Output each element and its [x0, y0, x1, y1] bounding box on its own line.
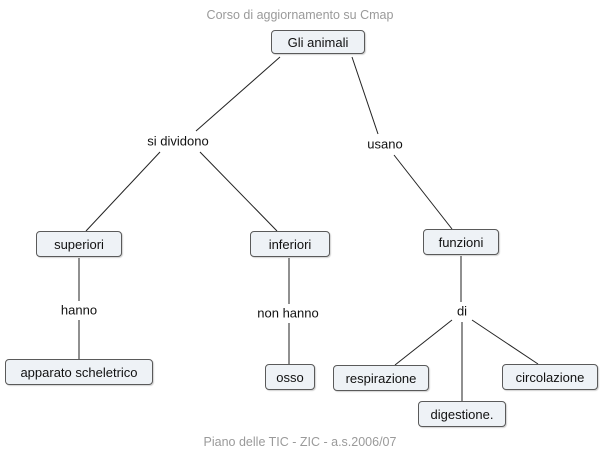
edge-usano-funzioni	[394, 155, 452, 229]
node-funzioni[interactable]: funzioni	[423, 229, 499, 255]
edge-si-dividono-superiori	[86, 152, 160, 231]
node-osso[interactable]: osso	[265, 364, 315, 390]
node-superiori[interactable]: superiori	[36, 231, 122, 257]
link-label-usano: usano	[367, 136, 403, 152]
node-inferiori[interactable]: inferiori	[250, 231, 330, 257]
page-footer: Piano delle TIC - ZIC - a.s.2006/07	[203, 435, 397, 449]
edge-animali-usano	[352, 57, 378, 134]
node-gli-animali[interactable]: Gli animali	[271, 30, 365, 54]
link-label-hanno: hanno	[60, 302, 98, 318]
node-circolazione[interactable]: circolazione	[502, 364, 598, 390]
edge-di-respirazione	[395, 320, 452, 365]
link-label-di: di	[456, 303, 468, 319]
node-respirazione[interactable]: respirazione	[333, 365, 429, 391]
link-label-si-dividono: si dividono	[147, 133, 209, 149]
node-apparato-scheletrico[interactable]: apparato scheletrico	[5, 359, 153, 385]
edge-di-circolazione	[472, 320, 538, 364]
link-label-non-hanno: non hanno	[257, 305, 319, 321]
edge-si-dividono-inferiori	[200, 152, 277, 231]
page-title: Corso di aggiornamento su Cmap	[206, 8, 394, 22]
node-digestione[interactable]: digestione.	[418, 401, 506, 427]
edge-animali-si-dividono	[196, 57, 280, 131]
